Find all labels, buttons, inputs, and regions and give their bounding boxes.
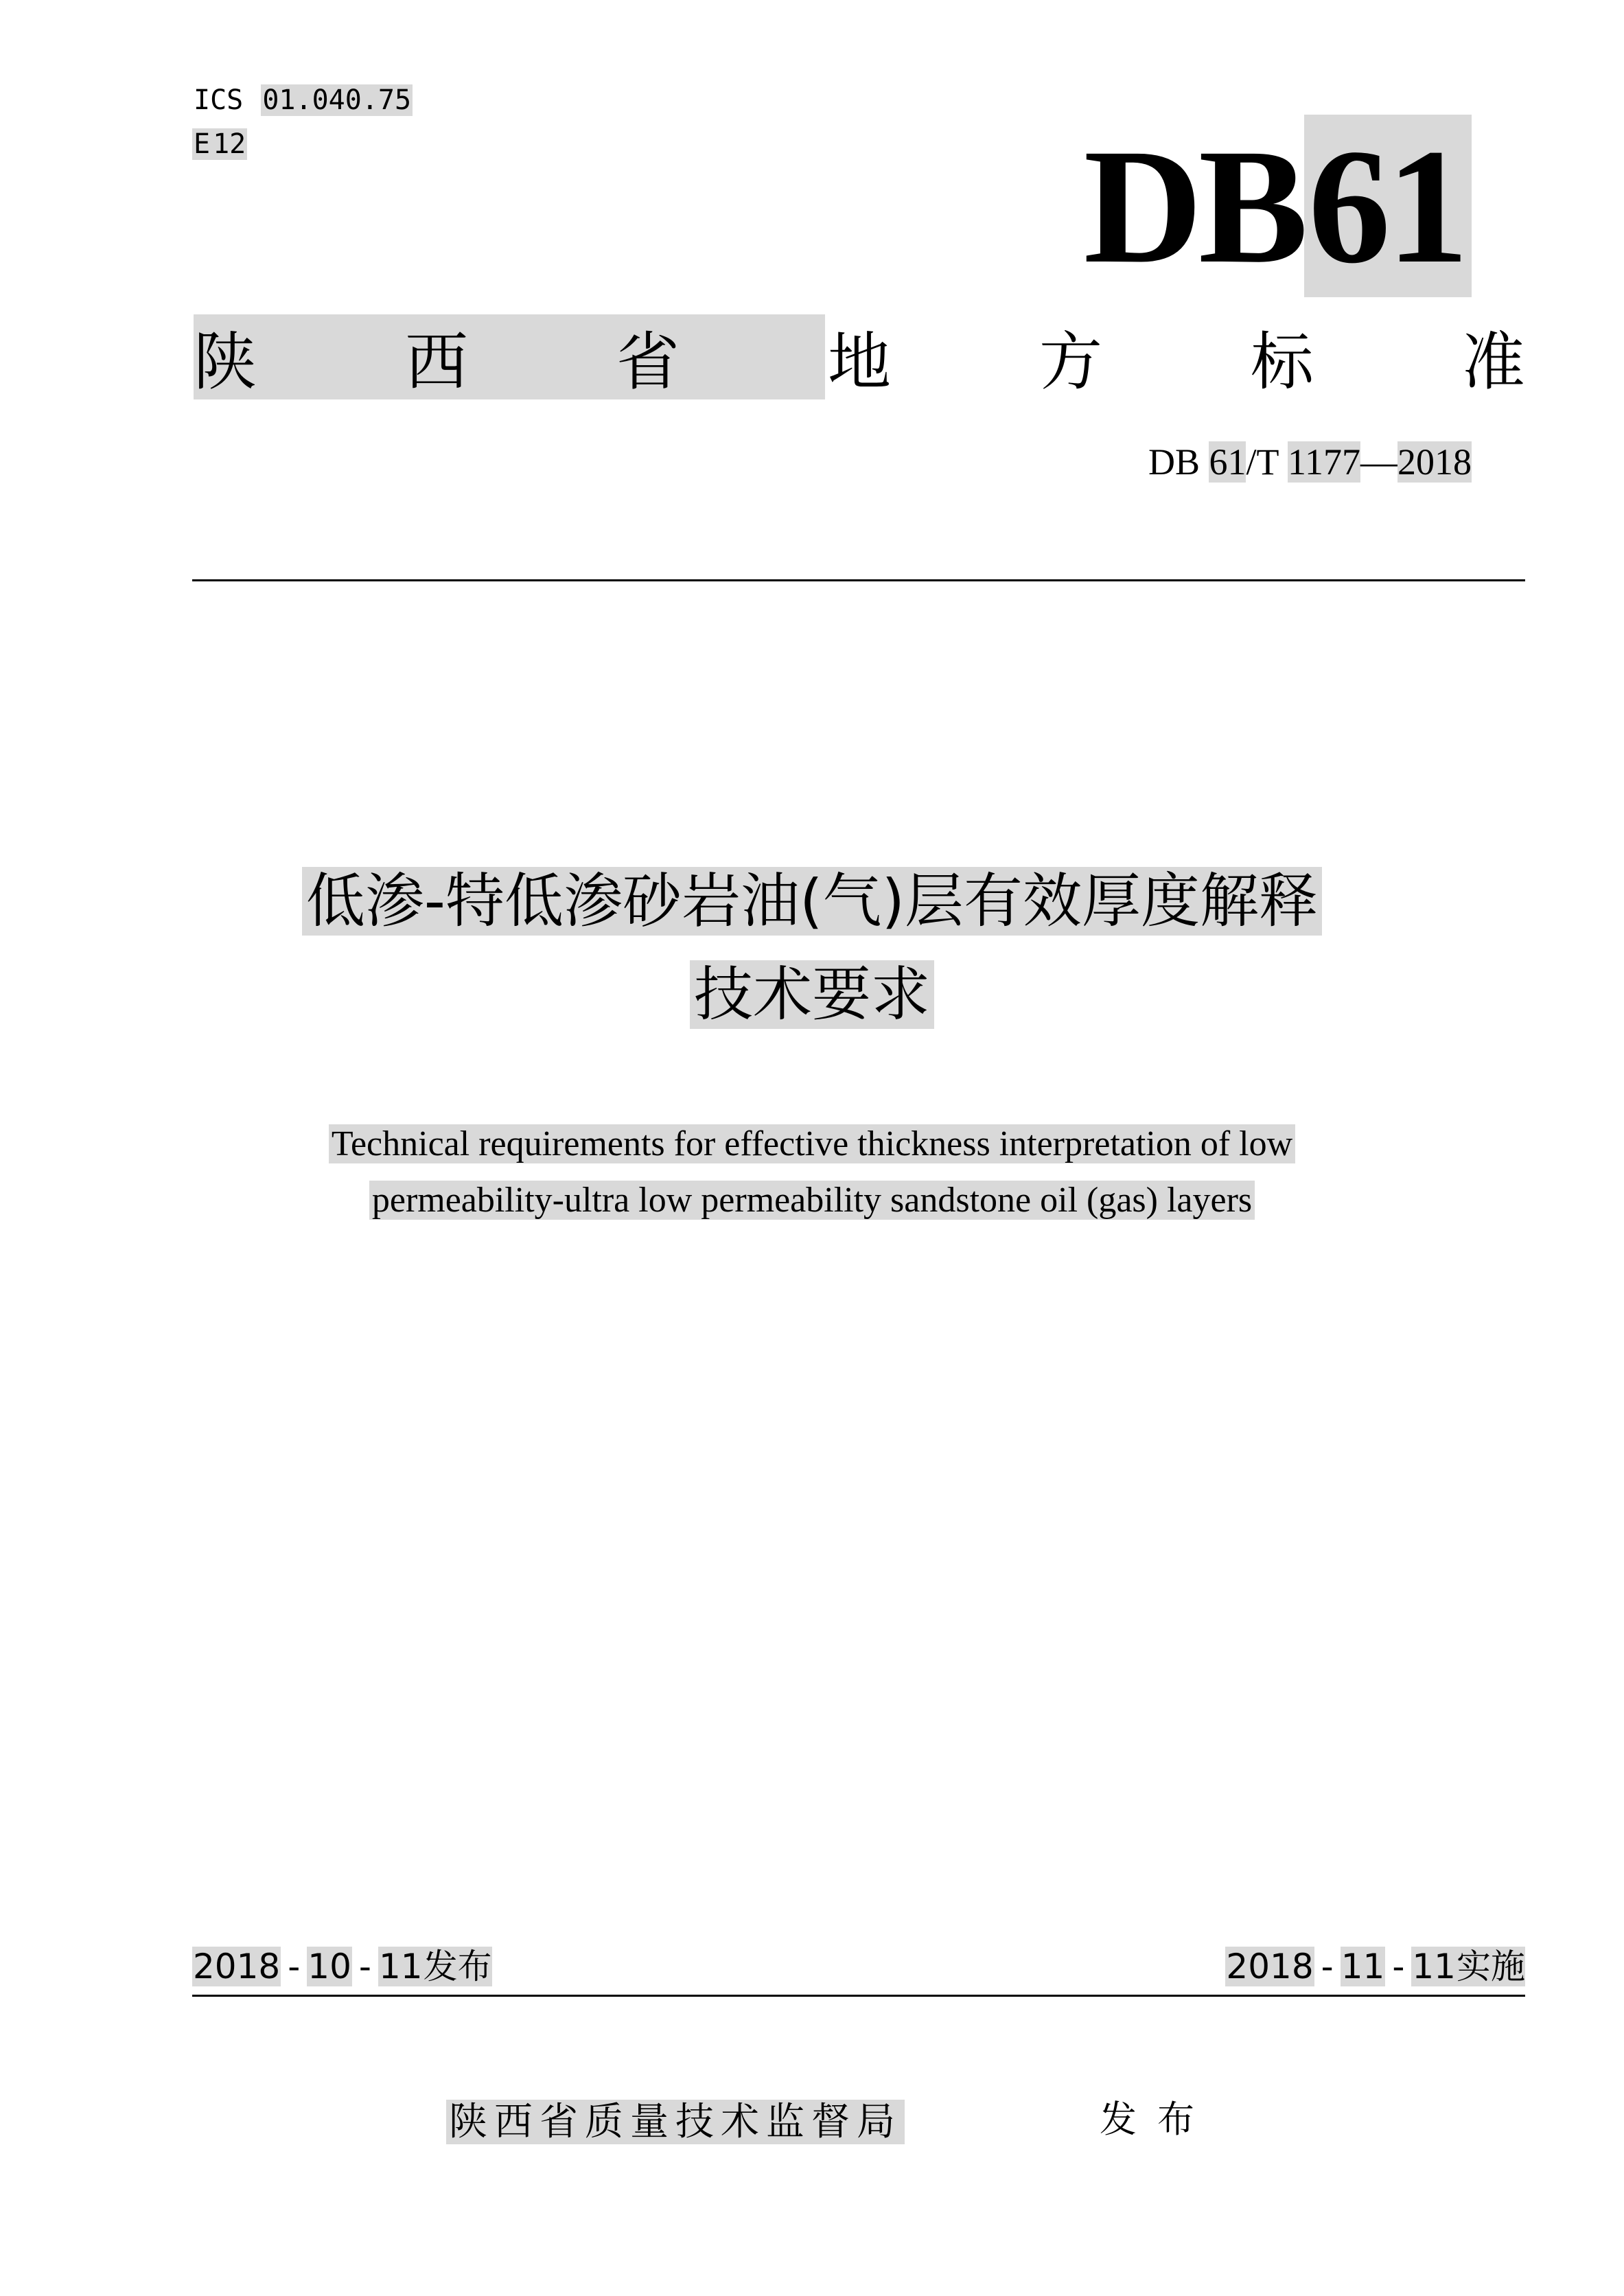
classification-code-line: [192, 125, 247, 163]
standard-type-char: 西: [404, 325, 468, 399]
standard-number-prefix: DB: [1148, 441, 1200, 483]
standard-type-heading: [194, 314, 1525, 399]
footer-divider: [192, 1995, 1525, 1997]
standard-type-char: 省: [616, 325, 680, 399]
standard-type-char: 标: [1250, 325, 1314, 399]
issuing-authority: [446, 2095, 905, 2150]
issue-action: 发布: [1100, 2098, 1215, 2141]
db-logo-number: 61: [1304, 115, 1472, 297]
title-english-line-1: [0, 1119, 1624, 1170]
ics-code-line: [192, 81, 413, 119]
implement-year: 2018: [1226, 1947, 1314, 1986]
standard-type-char: 地: [827, 325, 891, 399]
date-separator: -: [1321, 1947, 1334, 1986]
publish-day: 11: [378, 1947, 423, 1986]
header-divider: [192, 579, 1525, 581]
standard-number-dash: —: [1360, 441, 1397, 483]
date-separator: -: [288, 1947, 301, 1986]
ics-code: 01.040.75: [262, 84, 412, 116]
issuing-authority-name: 陕西省质量技术监督局: [446, 2100, 905, 2144]
title-chinese-line-2-text: 技术要求: [690, 960, 934, 1029]
title-chinese-line-2: [0, 957, 1624, 1032]
implement-day: 11: [1412, 1947, 1456, 1986]
publish-month: 10: [308, 1947, 351, 1986]
title-chinese-line-1: [0, 863, 1624, 939]
publish-label: 发布: [423, 1947, 492, 1986]
title-english-line-2-text: permeability-ultra low permeability sandstone oil (gas) layers: [369, 1181, 1255, 1220]
standard-type-char: 准: [1461, 325, 1525, 399]
standard-number-region: 61: [1209, 441, 1246, 483]
standard-number-kind: /T: [1246, 441, 1279, 483]
publish-year: 2018: [193, 1947, 281, 1986]
implement-month: 11: [1341, 1947, 1385, 1986]
implementation-date: [1225, 1943, 1525, 1991]
classification-letter: E: [194, 128, 211, 160]
standard-type-char: 方: [1039, 325, 1102, 399]
standard-type-char: 陕: [194, 325, 257, 399]
db-logo: [1083, 115, 1472, 297]
date-separator: -: [358, 1947, 371, 1986]
title-chinese-line-1-text: 低渗-特低渗砂岩油(气)层有效厚度解释: [302, 867, 1322, 936]
classification-number: 12: [213, 128, 246, 160]
standard-number-code: 1177: [1288, 441, 1360, 483]
title-english-line-1-text: Technical requirements for effective thickness interpretation of low: [329, 1124, 1295, 1163]
date-separator: -: [1392, 1947, 1405, 1986]
standard-number-year: 2018: [1397, 441, 1472, 483]
ics-label: ICS: [194, 84, 244, 116]
standard-number: [1148, 439, 1472, 485]
title-english-line-2: [0, 1175, 1624, 1226]
db-logo-prefix: DB: [1083, 115, 1304, 297]
implement-label: 实施: [1457, 1947, 1525, 1986]
publish-date: [192, 1943, 492, 1991]
